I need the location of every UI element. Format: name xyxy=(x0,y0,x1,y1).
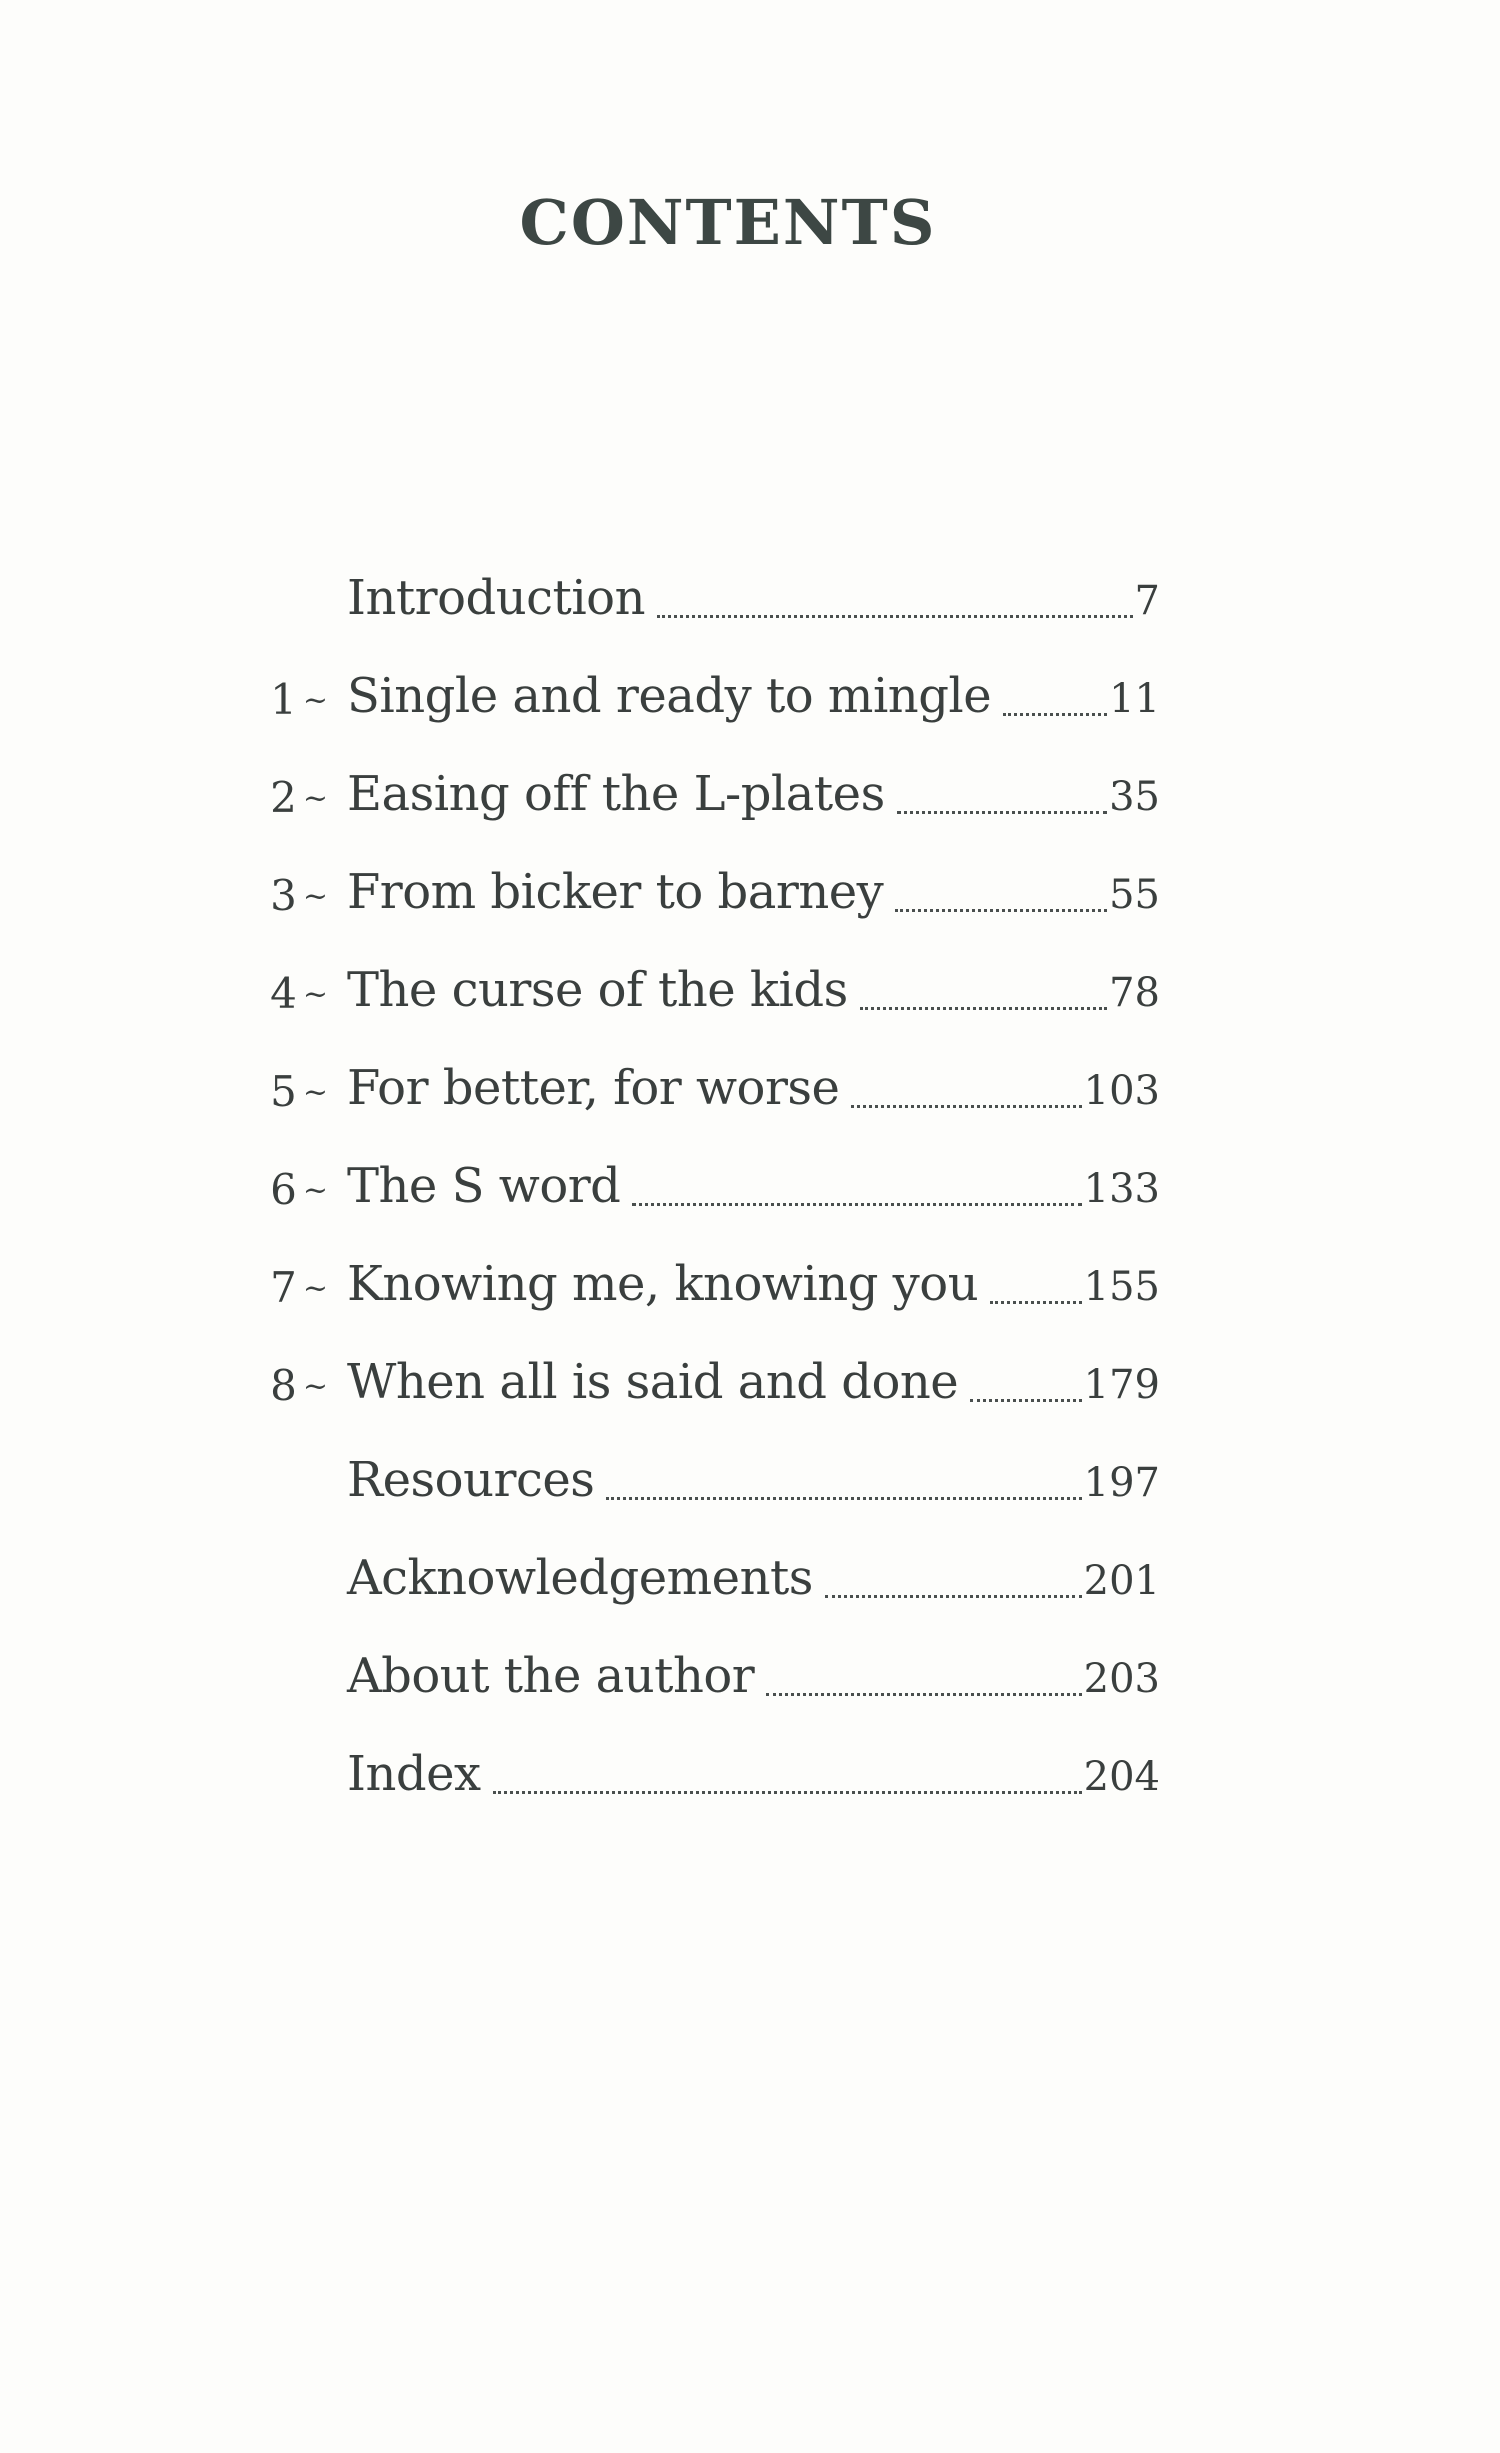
page-number: 103 xyxy=(1083,1068,1160,1114)
toc-entry[interactable] xyxy=(0,826,1500,924)
page-title: CONTENTS xyxy=(519,186,937,259)
dot-leader xyxy=(897,811,1107,814)
page-number: 55 xyxy=(1109,872,1160,918)
dot-leader xyxy=(493,1791,1082,1794)
page-number: 203 xyxy=(1083,1656,1160,1702)
chapter-number: 8 ~ xyxy=(270,1361,328,1410)
chapter-number: 1 ~ xyxy=(270,675,328,724)
dot-leader xyxy=(860,1007,1107,1010)
chapter-number: 5 ~ xyxy=(270,1067,328,1116)
entry-title: Index xyxy=(347,1746,481,1802)
chapter-number: 3 ~ xyxy=(270,871,328,920)
chapter-number: 7 ~ xyxy=(270,1263,328,1312)
dot-leader xyxy=(825,1595,1082,1598)
dot-leader xyxy=(606,1497,1081,1500)
page-number: 155 xyxy=(1083,1264,1160,1310)
dot-leader xyxy=(970,1399,1081,1402)
toc-entry[interactable] xyxy=(0,1610,1500,1708)
entry-title: Acknowledgements xyxy=(347,1550,813,1606)
page-number: 78 xyxy=(1109,970,1160,1016)
toc-entry[interactable] xyxy=(0,1414,1500,1512)
toc-entry[interactable] xyxy=(0,1022,1500,1120)
page-number: 7 xyxy=(1134,578,1160,624)
toc-entry[interactable] xyxy=(0,630,1500,728)
toc-entry[interactable] xyxy=(0,532,1500,630)
chapter-number: 2 ~ xyxy=(270,773,328,822)
entry-title: The S word xyxy=(347,1158,621,1214)
toc-entry[interactable] xyxy=(0,1708,1500,1806)
entry-title: Knowing me, knowing you xyxy=(347,1256,979,1312)
toc-entry[interactable] xyxy=(0,924,1500,1022)
dot-leader xyxy=(990,1301,1082,1304)
page-number: 204 xyxy=(1083,1754,1160,1800)
toc-entry[interactable] xyxy=(0,1512,1500,1610)
dot-leader xyxy=(851,1105,1081,1108)
entry-title: About the author xyxy=(347,1648,755,1704)
chapter-number: 4 ~ xyxy=(270,969,328,1018)
dot-leader xyxy=(895,909,1107,912)
page-number: 197 xyxy=(1083,1460,1160,1506)
entry-title: Easing off the L-plates xyxy=(347,766,885,822)
page-number: 35 xyxy=(1109,774,1160,820)
page-number: 133 xyxy=(1083,1166,1160,1212)
dot-leader xyxy=(1003,713,1107,716)
dot-leader xyxy=(632,1203,1081,1206)
toc-entry[interactable] xyxy=(0,1120,1500,1218)
entry-title: Resources xyxy=(347,1452,595,1508)
dot-leader xyxy=(657,615,1133,618)
page-number: 179 xyxy=(1083,1362,1160,1408)
dot-leader xyxy=(766,1693,1081,1696)
entry-title: For better, for worse xyxy=(347,1060,840,1116)
page-number: 11 xyxy=(1109,676,1160,722)
entry-title: From bicker to barney xyxy=(347,864,884,920)
toc-entry[interactable] xyxy=(0,728,1500,826)
entry-title: Single and ready to mingle xyxy=(347,668,992,724)
entry-title: The curse of the kids xyxy=(347,962,848,1018)
chapter-number: 6 ~ xyxy=(270,1165,328,1214)
entry-title: Introduction xyxy=(347,570,645,626)
toc-entry[interactable] xyxy=(0,1218,1500,1316)
page-number: 201 xyxy=(1083,1558,1160,1604)
toc-entry[interactable] xyxy=(0,1316,1500,1414)
entry-title: When all is said and done xyxy=(347,1354,959,1410)
